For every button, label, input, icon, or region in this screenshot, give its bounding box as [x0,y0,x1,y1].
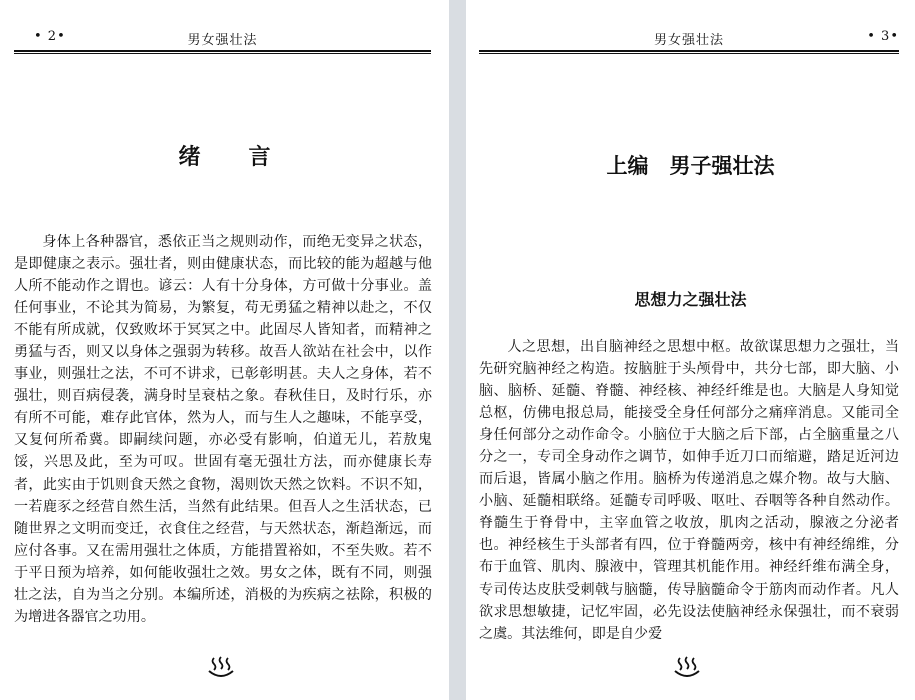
page-header [14,22,431,56]
section-heading: 思想力之强壮法 [634,290,747,309]
running-title: 男女强壮法 [653,33,724,48]
page-number: • 2• [34,29,66,44]
body-text: 身体上各种器官，悉依正当之规则动作，而绝无变异之状态，是即健康之表示。强壮者，则由健康状态，而比较的能为超越与他人所不能动作之谓也。谚云：人有十分身体，方可做十分事业。盖任何事业，不论其为简易，为繁复，苟无勇猛之精神以赴之，不仅不能有所成就，仅致败坏于冥冥之中。此固尽人皆知者，而精神之勇猛与否，则又以身体之强弱为转移。故吾人欲站在社会中，以作事业，则强壮之法，不可不讲求，已彰彰明甚。夫人之身体，若不强壮，则百病侵袭，满身时呈衰枯之象。春秋佳日，及时行乐，亦有所不可能，难存此官体，然为人，而与生人之趣味，不能享受，又复何所希冀。即嗣续问题，亦必受有影响，伯道无儿，若敖鬼馁，兴思及此，至为可叹。世固有毫无强壮方法，而亦健康长寿者，此实由于饥则食天然之食物，渴则饮天然之饮料。不识不知，一若鹿豕之经营自然生活，当然有此结果。但吾人之生活状态，已随世界之文明而变迁，衣食住之经营，与天然状态，渐趋渐远，而应付各事。又在需用强壮之体质，方能措置裕如，不至失败。若不于平日预为培养，如何能收强壮之效。男女之体，既有不同，则强壮之法，自为当之分别。本编所述，消极的为疾病之祛除，积极的为增进各器官之功用。 [14,234,432,625]
page-header [479,22,899,56]
header-rule [479,50,899,52]
right-page [466,0,915,700]
body-text: 人之思想，出自脑神经之思想中枢。故欲谋思想力之强壮，当先研究脑神经之构造。按脑脏于头颅骨中，共分七部，即大脑、小脑、脑桥、延髓、脊髓、神经核、神经纤维是也。大脑是人身知觉总枢，仿佛电报总局，能接受全身任何部分之痛痒消息。又能司全身任何部分之动作命令。小脑位于大脑之后下部，占全脑重量之八分之一，专司全身动作之调节，如伸手近刀口而缩避，踏足近河边而后退，皆属小脑之作用。脑桥为传递消息之媒介物。故与大脑、小脑、延髓相联络。延髓专司呼吸、呕吐、吞咽等各种自然动作。脊髓生于脊骨中，主宰血管之收放，肌肉之活动，腺液之分泌者也。神经核生于头部者有四，位于脊髓两旁，核中有神经绵维，分布于血管、肌肉、腺液中，管理其机能作用。神经纤维布满全身，专司传达皮肤受刺戟与脑髓，传导脑髓命令于筋肉而动作者。凡人欲求思想敏捷，记忆牢固，必先设法使脑神经永保强壮，而不衰弱之虞。其法维何，即是自少爱 [479,339,899,642]
header-rule-thin [479,53,899,54]
header-rule [14,50,431,52]
left-page [0,0,449,700]
steam-ornament-icon [206,656,236,678]
body-paragraph [14,231,432,628]
header-rule-thin [14,53,431,54]
steam-ornament-icon [672,656,702,678]
page-number: • 3• [867,29,899,44]
part-heading: 上编 男子强壮法 [606,154,775,178]
chapter-heading: 绪言 [178,145,319,170]
running-title: 男女强壮法 [187,33,258,48]
body-paragraph [479,336,899,645]
